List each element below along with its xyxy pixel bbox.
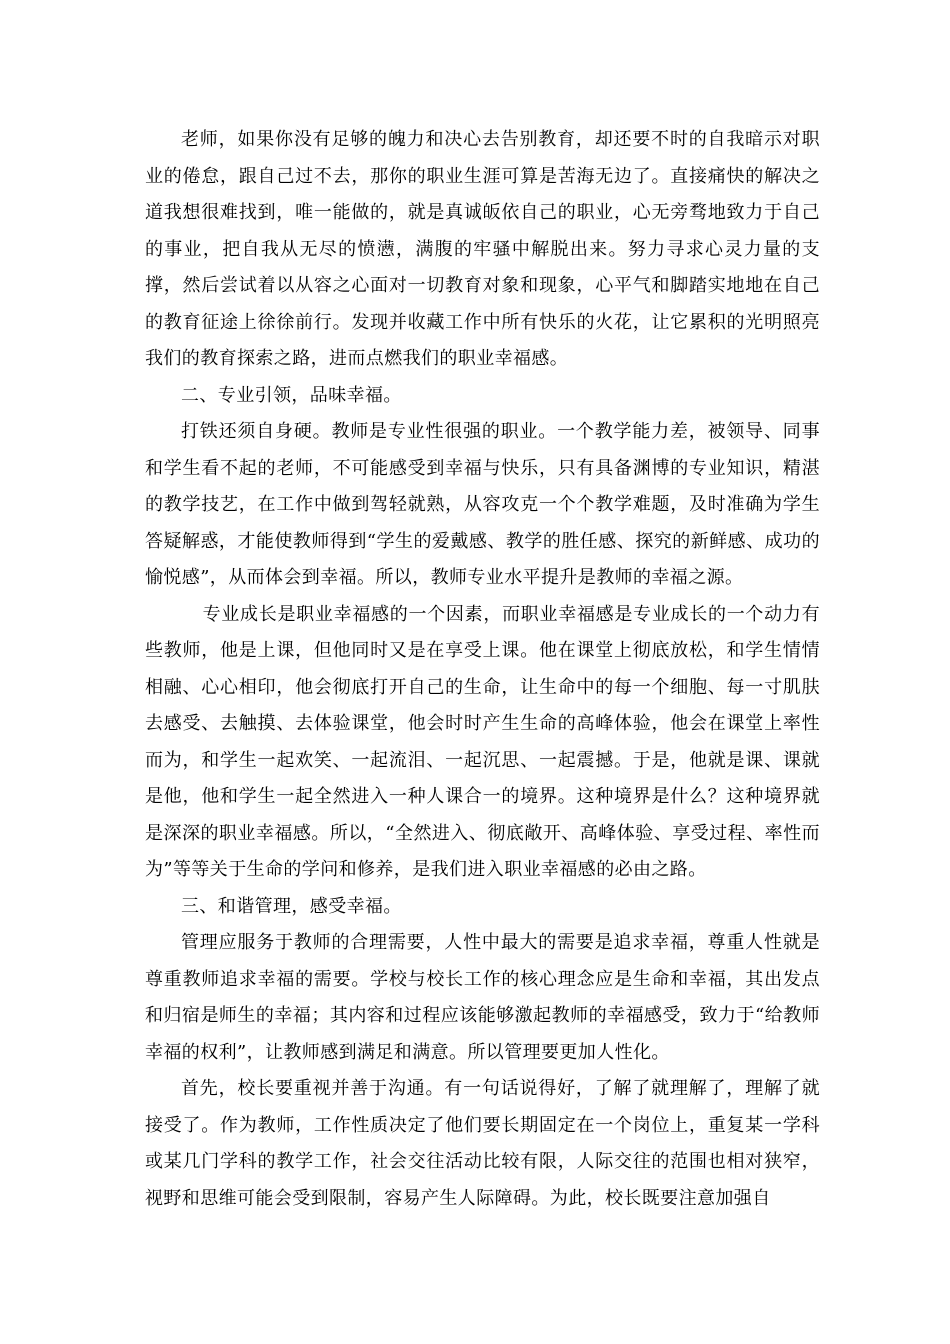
paragraph-professional-growth: 专业成长是职业幸福感的一个因素，而职业幸福感是专业成长的一个动力有些教师，他是上课，但他同时又是在享受上课。他在课堂上彻底放松，和学生情情相融、心心相印，他会彻底打开自己的生命，让生命中的每一个细胞、每一寸肌肤去感受、去触摸、去体验课堂，他会时时产生生命的高峰体验，他会在课堂上率性而为，和学生一起欢笑、一起流泪、一起沉思、一起震撼。于是，他就是课、课就是他，他和学生一起全然进入一种人课合一的境界。这种境界是什么？这种境界就是深深的职业幸福感。所以，“全然进入、彻底敞开、高峰体验、享受过程、率性而为”等等关于生命的学问和修养，是我们进入职业幸福感的必由之路。 xyxy=(145,603,820,880)
paragraph-management-needs: 管理应服务于教师的合理需要，人性中最大的需要是追求幸福，尊重人性就是尊重教师追求幸福的需要。学校与校长工作的核心理念应是生命和幸福，其出发点和归宿是师生的幸福；其内容和过程应该能够激起教师的幸福感受，致力于“给教师幸福的权利”，让教师感到满足和满意。所以管理要更加人性化。 xyxy=(145,932,820,1063)
section-heading-professional-guidance: 二、专业引领，品味幸福。 xyxy=(181,384,402,406)
section-heading-harmonious-management: 三、和谐管理，感受幸福。 xyxy=(181,895,402,917)
document-page xyxy=(145,122,820,1217)
paragraph-principal-communication: 首先，校长要重视并善于沟通。有一句话说得好，了解了就理解了，理解了就接受了。作为教师，工作性质决定了他们要长期固定在一个岗位上，重复某一学科或某几门学科的教学工作，社会交往活动比较有限，人际交往的范围也相对狭窄，视野和思维可能会受到限制，容易产生人际障碍。为此，校长既要注意加强自 xyxy=(145,1078,820,1209)
paragraph-career-burnout: 老师，如果你没有足够的魄力和决心去告别教育，却还要不时的自我暗示对职业的倦怠，跟自己过不去，那你的职业生涯可算是苦海无边了。直接痛快的解决之道我想很难找到，唯一能做的，就是真诚皈依自己的职业，心无旁骛地致力于自己的事业，把自我从无尽的愤懑，满腹的牢骚中解脱出来。努力寻求心灵力量的支撑，然后尝试着以从容之心面对一切教育对象和现象，心平气和脚踏实地地在自己的教育征途上徐徐前行。发现并收藏工作中所有快乐的火花，让它累积的光明照亮我们的教育探索之路，进而点燃我们的职业幸福感。 xyxy=(145,129,820,369)
paragraph-professional-skill: 打铁还须自身硬。教师是专业性很强的职业。一个教学能力差，被领导、同事和学生看不起的老师，不可能感受到幸福与快乐，只有具备渊博的专业知识，精湛的教学技艺，在工作中做到驾轻就熟，从容攻克一个个教学难题，及时准确为学生答疑解惑，才能使教师得到“学生的爱戴感、教学的胜任感、探究的新鲜感、成功的愉悦感”，从而体会到幸福。所以，教师专业水平提升是教师的幸福之源。 xyxy=(145,421,820,588)
